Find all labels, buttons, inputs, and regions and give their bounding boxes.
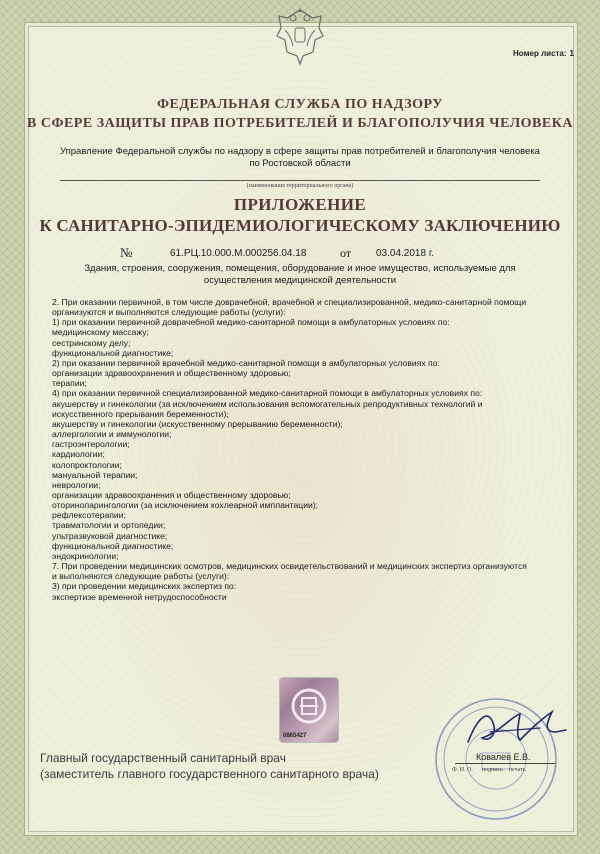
services-line: эндокринологии; (52, 550, 119, 561)
hologram-sticker (280, 678, 338, 742)
services-line: аллергологии и иммунологии; (52, 429, 172, 440)
services-line: оториноларингологии (за исключением кохлеарной имплантации); (52, 500, 319, 511)
document-title-line1: ПРИЛОЖЕНИЕ (233, 195, 367, 214)
signer-name: Ковалев Е.В. (476, 752, 531, 762)
services-line: 4) при оказании первичной специализированной медико-санитарной помощи в амбулаторных условиях по: (52, 388, 483, 399)
services-line: 2) при оказании первичной врачебной медико-санитарной помощи в амбулаторных условиях по: (52, 357, 440, 368)
services-line: травматологии и ортопедии; (52, 520, 166, 531)
services-line: экспертизе временной нетрудоспособности (52, 591, 227, 602)
services-line: организуются и выполняются следующие работы (услуги): (52, 307, 286, 318)
services-line: 1) при оказании первичной доврачебной медико-санитарной помощи в амбулаторных условиях по: (52, 317, 450, 328)
signer-position-line1: Главный государственный санитарный врач (40, 751, 286, 765)
services-line: 7. При проведении медицинских осмотров, медицинских освидетельствований и медицинских экспертиз организуются (52, 561, 527, 572)
sheet-number (510, 49, 574, 58)
sheet-number-label: Номер листа: (513, 49, 567, 58)
signature-captions (452, 767, 525, 773)
signer-position (40, 750, 379, 782)
hologram-serial: 0865427 (283, 733, 307, 739)
services-line: терапии; (52, 378, 87, 389)
regional-underline (60, 180, 540, 181)
sheet-number-value: 1 (569, 49, 574, 58)
caption-fio: Ф. И. О. (452, 767, 473, 773)
signature-line (455, 763, 555, 764)
services-line: ультразвуковой диагностике; (52, 530, 168, 541)
services-line: акушерству и гинекологии (за исключением использования вспомогательных репродуктивных технологий и (52, 398, 483, 409)
certificate-number: 61.РЦ.10.000.М.000256.04.18 (170, 248, 307, 259)
agency-name-line2: В СФЕРЕ ЗАЩИТЫ ПРАВ ПОТРЕБИТЕЛЕЙ И БЛАГОПОЛУЧИЯ ЧЕЛОВЕКА (27, 116, 573, 131)
date-prefix: от (340, 246, 352, 260)
services-list (52, 297, 552, 602)
services-line: функциональной диагностике; (52, 347, 174, 358)
number-sign: № (120, 245, 133, 260)
services-line: неврологии; (52, 479, 101, 490)
services-line: кардиологии; (52, 449, 105, 460)
caption-seal: печать (508, 767, 526, 773)
services-line: искусственного прерывания беременности); (52, 408, 229, 419)
services-line: организации здравоохранения и общественному здоровью; (52, 489, 291, 500)
services-line: колопроктологии; (52, 459, 122, 470)
coat-of-arms-icon (273, 6, 327, 68)
services-line: мануальной терапии; (52, 469, 138, 480)
services-line: и выполняются следующие работы (услуги): (52, 571, 230, 582)
services-line: сестринскому делу; (52, 337, 131, 348)
services-line: 2. При оказании первичной, в том числе доврачебной, врачебной и специализированной, медико-санитарной помощи (52, 297, 527, 307)
scope-description: Здания, строения, сооружения, помещения, оборудование и иное имущество, используемые для осуществления медицинской деятельности (84, 263, 516, 286)
services-line: гастроэнтерологии; (52, 439, 130, 450)
regional-office: Управление Федеральной службы по надзору в сфере защиты прав потребителей и благополучия человека по Ростовской области (60, 146, 540, 169)
regional-caption: (наименование территориального органа) (246, 183, 354, 189)
services-line: 3) при проведении медицинских экспертиз по: (52, 581, 237, 592)
document-title-line2: К САНИТАРНО-ЭПИДЕМИОЛОГИЧЕСКОМУ ЗАКЛЮЧЕНИЮ (39, 216, 561, 235)
services-line: рефлексотерапии; (52, 510, 126, 521)
services-line: функциональной диагностике; (52, 540, 174, 551)
agency-name-line1: ФЕДЕРАЛЬНАЯ СЛУЖБА ПО НАДЗОРУ (156, 97, 443, 112)
services-line: медицинскому массажу; (52, 327, 149, 338)
services-line: организации здравоохранения и общественному здоровью; (52, 368, 291, 379)
certificate-date: 03.04.2018 г. (376, 248, 435, 259)
signer-position-line2: (заместитель главного государственного санитарного врача) (40, 767, 379, 781)
services-line: акушерству и гинекологии (искусственному прерыванию беременности); (52, 418, 343, 429)
handwritten-signature (460, 702, 570, 752)
caption-sign: подпись (481, 767, 503, 773)
